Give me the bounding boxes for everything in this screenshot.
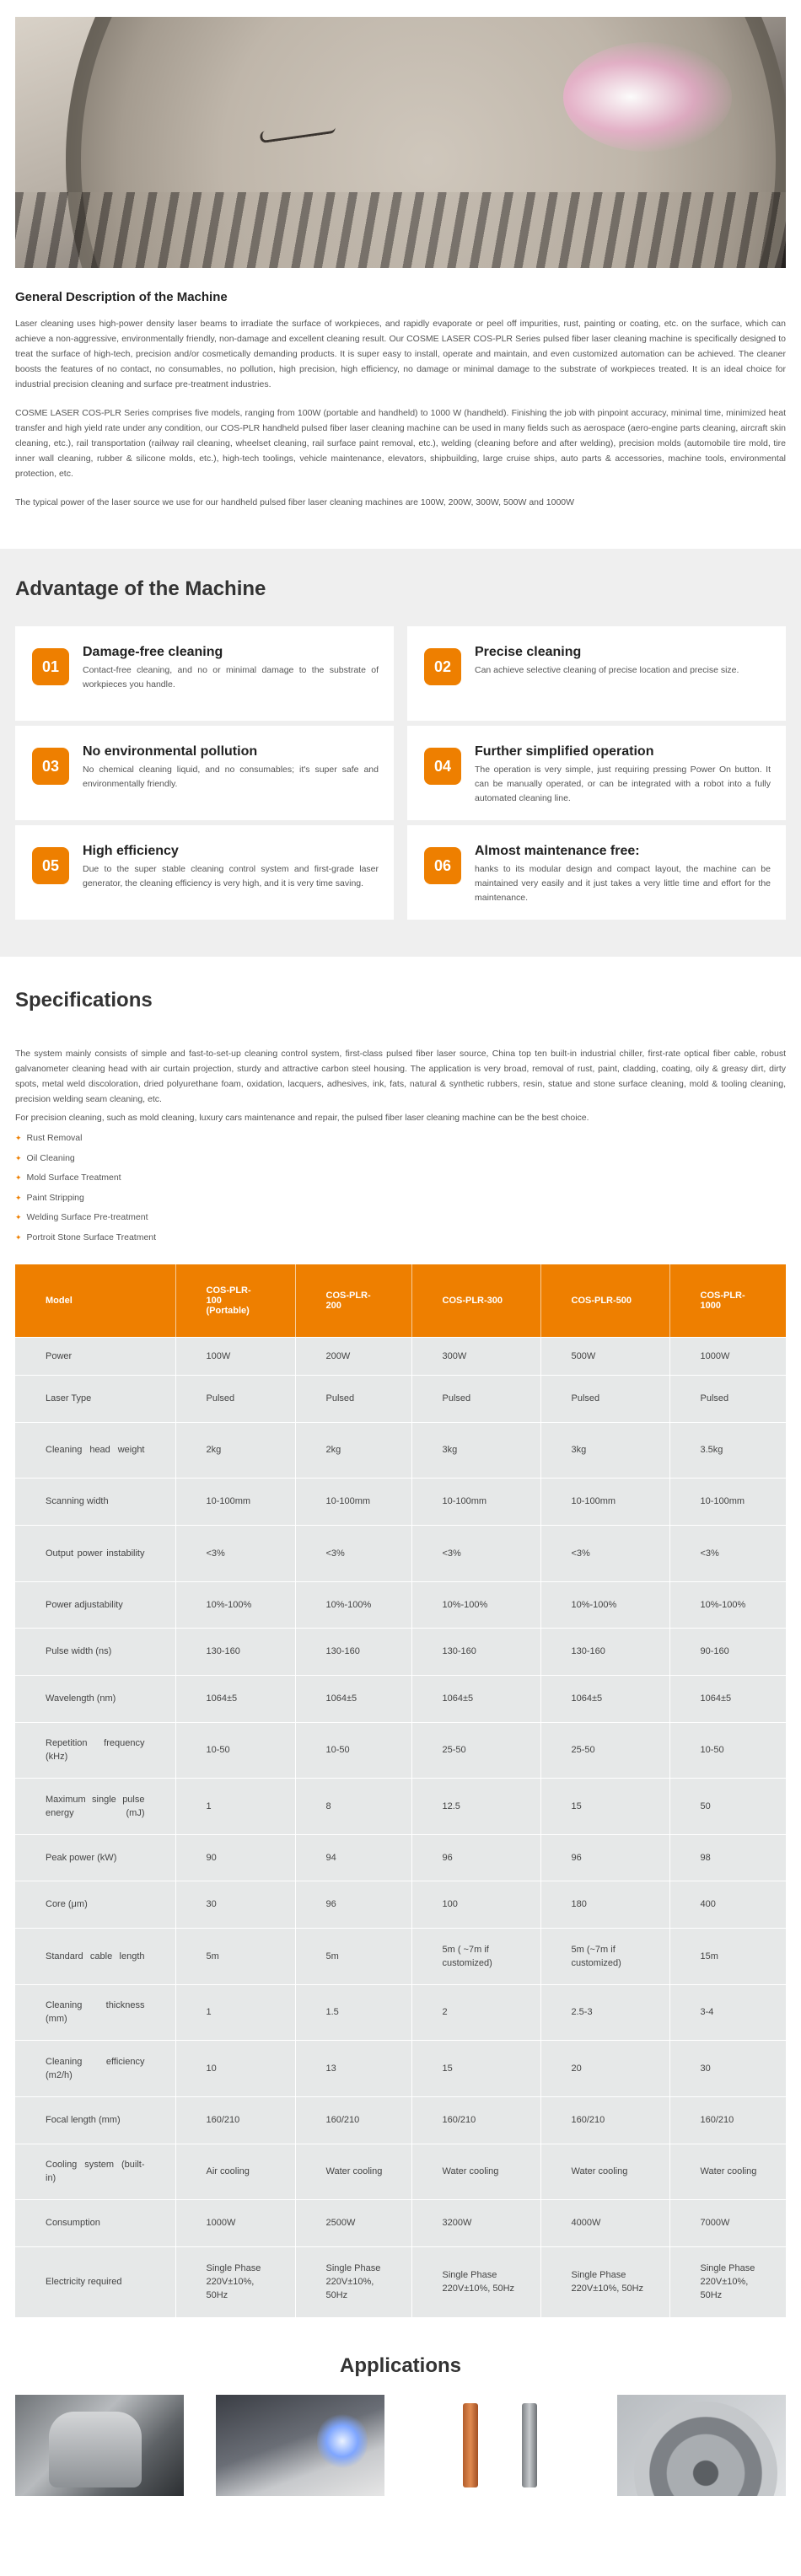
general-paragraph-3: The typical power of the laser source we use for our handheld pulsed fiber laser cleaning machines are 100W, 200W, 300W, 500W and 1000W [15,497,575,507]
table-row [15,2096,786,2144]
table-label-cell: Power adjustability [15,1581,175,1628]
table-cell: Pulsed [411,1375,540,1422]
specifications-table [15,1264,787,2317]
list-item-label: Portroit Stone Surface Treatment [26,1232,157,1242]
star-icon: ✦ [15,1153,22,1162]
advantage-text: No chemical cleaning liquid, and no consumables; it's super safe and environmentally friendly. [83,765,379,789]
advantage-text: The operation is very simple, just requiring pressing Power On button. It can be manually operated, or can be integrated with a robot into a fully automated cleaning line. [475,765,771,803]
table-cell: 2kg [175,1422,295,1478]
list-item-label: Mold Surface Treatment [26,1173,121,1183]
table-header-cell: Model [15,1264,175,1337]
table-cell: <3% [295,1525,411,1581]
applications-title: Applications [339,2354,461,2377]
table-cell: 160/210 [411,2096,540,2144]
table-cell: 30 [175,1881,295,1928]
table-cell: 1064±5 [295,1675,411,1722]
table-label-cell: Core (μm) [15,1881,175,1928]
table-header-cell: COS-PLR-1000 [669,1264,786,1337]
table-cell: 8 [295,1778,411,1834]
table-row [15,1422,786,1478]
table-cell: 10-100mm [411,1478,540,1525]
application-image-parts [417,2395,585,2496]
table-row [15,2040,786,2096]
table-cell: Water cooling [540,2144,669,2199]
table-cell: 300W [411,1337,540,1375]
table-label-cell: Cooling system (built-in) [15,2144,175,2199]
table-label-cell: Maximum single pulse energy (mJ) [15,1778,175,1834]
table-cell: 12.5 [411,1778,540,1834]
star-icon: ✦ [15,1134,22,1142]
table-cell: 10%-100% [411,1581,540,1628]
table-cell: 10-100mm [175,1478,295,1525]
table-cell: 130-160 [175,1628,295,1675]
table-cell: 96 [411,1834,540,1881]
table-cell: 5m [175,1928,295,1984]
table-cell: 130-160 [411,1628,540,1675]
table-cell: 200W [295,1337,411,1375]
table-cell: 500W [540,1337,669,1375]
table-cell: <3% [540,1525,669,1581]
list-item-label: Welding Surface Pre-treatment [26,1212,148,1222]
table-cell: 90 [175,1834,295,1881]
table-cell: 15m [669,1928,786,1984]
table-cell: 1000W [175,2199,295,2246]
table-label-cell: Output power instability [15,1525,175,1581]
advantage-text: Due to the super stable cleaning control system and first-grade laser generator, the cleaning efficiency is very high, and it is very time saving. [83,864,379,888]
table-cell: 10%-100% [175,1581,295,1628]
table-cell: 10%-100% [540,1581,669,1628]
applications-gallery [15,2395,786,2496]
table-cell: 96 [540,1834,669,1881]
table-cell: 160/210 [295,2096,411,2144]
advantage-card [407,825,786,920]
table-row [15,1928,786,1984]
table-cell: 130-160 [295,1628,411,1675]
table-cell: 5m [295,1928,411,1984]
table-cell: Pulsed [175,1375,295,1422]
list-item [15,1189,786,1209]
advantage-number-badge: 05 [32,847,69,884]
general-description-section [15,268,786,549]
table-cell: 4000W [540,2199,669,2246]
table-header-cell: COS-PLR-100 (Portable) [175,1264,295,1337]
table-row [15,1675,786,1722]
table-cell: 98 [669,1834,786,1881]
table-cell: 1 [175,1984,295,2040]
table-cell: 1064±5 [540,1675,669,1722]
table-cell: 90-160 [669,1628,786,1675]
table-cell: 5m (~7m if customized) [540,1928,669,1984]
application-image-disc [617,2395,786,2496]
table-cell: 30 [669,2040,786,2096]
hero-image [15,17,786,268]
table-cell: 2.5-3 [540,1984,669,2040]
table-cell: 2kg [295,1422,411,1478]
table-cell: Air cooling [175,2144,295,2199]
table-cell: 3kg [540,1422,669,1478]
table-label-cell: Cleaning thickness (mm) [15,1984,175,2040]
table-cell: 15 [411,2040,540,2096]
table-cell: 160/210 [669,2096,786,2144]
list-item-label: Rust Removal [26,1133,83,1143]
table-row [15,1478,786,1525]
specs-paragraph-1: The system mainly consists of simple and fast-to-set-up cleaning control system, first-class pulsed fiber laser source, China top ten built-in industrial chiller, first-rate optical fiber cable, robust galvanometer cleaning head with air curtain projection, sturdy and attractive carbon steel housing. The application is very broad, removal of rust, paint, cladding, coating, oily & greasy dirt, dirty spots, metal weld discoloration, dried polyurethane foam, oxidation, lacquers, adhesives, ink, fats, natural & synthetic rubbers, resin, statue and stone surface cleaning, mold & tooling cleaning, precision welding seam cleaning, etc. [15,1049,786,1104]
advantages-section [0,549,801,957]
advantage-title: Damage-free cleaning [83,645,223,659]
application-bullet-list [15,1129,786,1248]
table-cell: 1064±5 [669,1675,786,1722]
table-cell: Single Phase 220V±10%, 50Hz [175,2246,295,2317]
table-cell: 2 [411,1984,540,2040]
general-paragraph-1: Laser cleaning uses high-power density laser beams to irradiate the surface of workpieces, and rapidly evaporate or peel off impurities, rust, painting or coating, etc. on the surface, which can achieve a non-aggressive, environmentally friendly, non-damage and excellent cleaning result. Our COSME LASER COS-PLR Series pulsed fiber laser cleaning machine is specifically designed to treat the surface of high-tech, precision and/or cosmetically demanding products. It is super easy to install, operate and maintain, and even customized automation can be achieved. The cleaner boosts the features of no contact, no consumables, no pollution, high precision, high efficiency, no damage or minimal damage to the substrate of workpieces treated. It is an ideal choice for industrial precision cleaning and surface pre-treatment industries. [15,319,786,389]
table-cell: 96 [295,1881,411,1928]
specifications-section [15,957,786,2334]
table-cell: 3kg [411,1422,540,1478]
table-cell: Single Phase 220V±10%, 50Hz [295,2246,411,2317]
table-cell: 25-50 [411,1722,540,1778]
table-cell: 7000W [669,2199,786,2246]
table-row [15,1778,786,1834]
table-row [15,2144,786,2199]
advantage-title: Further simplified operation [475,744,654,759]
general-paragraph-2: COSME LASER COS-PLR Series comprises five models, ranging from 100W (portable and handheld) to 1000 W (handheld). Finishing the job with pinpoint accuracy, minimal time, minimized heat transfer and high yield rate under any condition, our COS-PLR handheld pulsed fiber laser cleaning machine can be used in many fields such as aerospace (aero-engine parts cleaning, aircraft skin cleaning, etc.), rail transportation (railway rail cleaning, wheelset cleaning, rail surface paint removal, etc.), welding (cleaning before and after welding), precision molds (automobile tire mold, tire inner wall cleaning, rubber & silicone molds, etc.), high-tech toolings, vehicle maintenance, elevators, shipbuilding, large cruise ships, auto parts & accessories, machine tools, environmental protection, etc. [15,408,786,479]
table-cell: 3-4 [669,1984,786,2040]
list-item-label: Oil Cleaning [26,1152,75,1163]
table-cell: 13 [295,2040,411,2096]
table-cell: 400 [669,1881,786,1928]
table-cell: 10-100mm [295,1478,411,1525]
advantage-card [15,626,394,721]
table-cell: 1 [175,1778,295,1834]
table-cell: 1064±5 [175,1675,295,1722]
table-cell: 94 [295,1834,411,1881]
table-cell: 160/210 [540,2096,669,2144]
table-cell: 10-100mm [669,1478,786,1525]
table-cell: 10-50 [175,1722,295,1778]
advantage-title: High efficiency [83,844,179,858]
advantage-text: hanks to its modular design and compact layout, the machine can be maintained very easily and it just takes a very little time and effort for the maintenance. [475,864,771,903]
advantage-title: No environmental pollution [83,744,258,759]
table-cell: 130-160 [540,1628,669,1675]
table-cell: 50 [669,1778,786,1834]
table-cell: 3.5kg [669,1422,786,1478]
table-label-cell: Power [15,1337,175,1375]
advantage-number-badge: 01 [32,648,69,685]
table-cell: 1064±5 [411,1675,540,1722]
advantage-text: Can achieve selective cleaning of precise location and precise size. [475,665,739,675]
list-item [15,1228,786,1248]
advantage-card [15,726,394,820]
table-row [15,2246,786,2317]
table-header-cell: COS-PLR-200 [295,1264,411,1337]
advantages-title: Advantage of the Machine [15,577,266,600]
table-label-cell: Repetition frequency (kHz) [15,1722,175,1778]
table-label-cell: Consumption [15,2199,175,2246]
table-row [15,1337,786,1375]
table-row [15,1722,786,1778]
table-cell: Single Phase 220V±10%, 50Hz [411,2246,540,2317]
general-description-title: General Description of the Machine [15,290,228,304]
table-label-cell: Standard cable length [15,1928,175,1984]
specifications-title: Specifications [15,989,153,1012]
table-cell: Water cooling [669,2144,786,2199]
table-cell: 100W [175,1337,295,1375]
specs-paragraph-2: For precision cleaning, such as mold cleaning, luxury cars maintenance and repair, the pulsed fiber laser cleaning machine can be the best choice. [15,1113,589,1123]
star-icon: ✦ [15,1232,22,1242]
advantages-grid [15,626,786,920]
list-item [15,1149,786,1169]
table-cell: 100 [411,1881,540,1928]
list-item [15,1208,786,1228]
table-label-cell: Focal length (mm) [15,2096,175,2144]
table-cell: 5m ( ~7m if customized) [411,1928,540,1984]
table-cell: 10%-100% [295,1581,411,1628]
application-image-surface [216,2395,384,2496]
laser-spark [563,42,732,152]
table-cell: <3% [669,1525,786,1581]
table-label-cell: Pulse width (ns) [15,1628,175,1675]
advantage-card [407,626,786,721]
advantage-number-badge: 03 [32,748,69,785]
table-row [15,1375,786,1422]
table-cell: Single Phase 220V±10%, 50Hz [669,2246,786,2317]
table-row [15,1984,786,2040]
star-icon: ✦ [15,1213,22,1221]
table-label-cell: Cleaning efficiency (m2/h) [15,2040,175,2096]
advantage-card [407,726,786,820]
advantage-number-badge: 06 [424,847,461,884]
specifications-table-body [15,1337,786,2317]
advantage-title: Precise cleaning [475,645,582,659]
saw-blade-teeth [15,192,786,268]
table-cell: Pulsed [540,1375,669,1422]
table-cell: 3200W [411,2199,540,2246]
advantage-card [15,825,394,920]
table-row [15,1834,786,1881]
star-icon: ✦ [15,1173,22,1182]
table-cell: 10-50 [669,1722,786,1778]
table-cell: 10-100mm [540,1478,669,1525]
table-row [15,1628,786,1675]
advantage-number-badge: 04 [424,748,461,785]
table-label-cell: Peak power (kW) [15,1834,175,1881]
table-cell: 15 [540,1778,669,1834]
table-cell: <3% [175,1525,295,1581]
table-label-cell: Wavelength (nm) [15,1675,175,1722]
star-icon: ✦ [15,1193,22,1202]
table-header-row [15,1264,786,1337]
table-cell: <3% [411,1525,540,1581]
advantage-number-badge: 02 [424,648,461,685]
table-header-cell: COS-PLR-500 [540,1264,669,1337]
table-cell: 160/210 [175,2096,295,2144]
list-item [15,1129,786,1149]
table-cell: 10%-100% [669,1581,786,1628]
table-cell: Single Phase 220V±10%, 50Hz [540,2246,669,2317]
table-cell: 180 [540,1881,669,1928]
table-row [15,1881,786,1928]
applications-section [0,2334,801,2496]
table-cell: 10 [175,2040,295,2096]
table-cell: 20 [540,2040,669,2096]
table-cell: Pulsed [669,1375,786,1422]
table-cell: 1.5 [295,1984,411,2040]
table-label-cell: Scanning width [15,1478,175,1525]
table-label-cell: Cleaning head weight [15,1422,175,1478]
table-label-cell: Laser Type [15,1375,175,1422]
table-row [15,2199,786,2246]
table-cell: 25-50 [540,1722,669,1778]
list-item-label: Paint Stripping [26,1192,84,1203]
table-row [15,1525,786,1581]
table-cell: Water cooling [295,2144,411,2199]
table-cell: Water cooling [411,2144,540,2199]
advantage-text: Contact-free cleaning, and no or minimal damage to the substrate of workpieces you handle. [83,665,379,690]
table-row [15,1581,786,1628]
table-label-cell: Electricity required [15,2246,175,2317]
table-header-cell: COS-PLR-300 [411,1264,540,1337]
table-cell: Pulsed [295,1375,411,1422]
table-cell: 2500W [295,2199,411,2246]
list-item [15,1168,786,1189]
application-image-mold [15,2395,184,2496]
advantage-title: Almost maintenance free: [475,844,640,858]
table-cell: 10-50 [295,1722,411,1778]
table-cell: 1000W [669,1337,786,1375]
